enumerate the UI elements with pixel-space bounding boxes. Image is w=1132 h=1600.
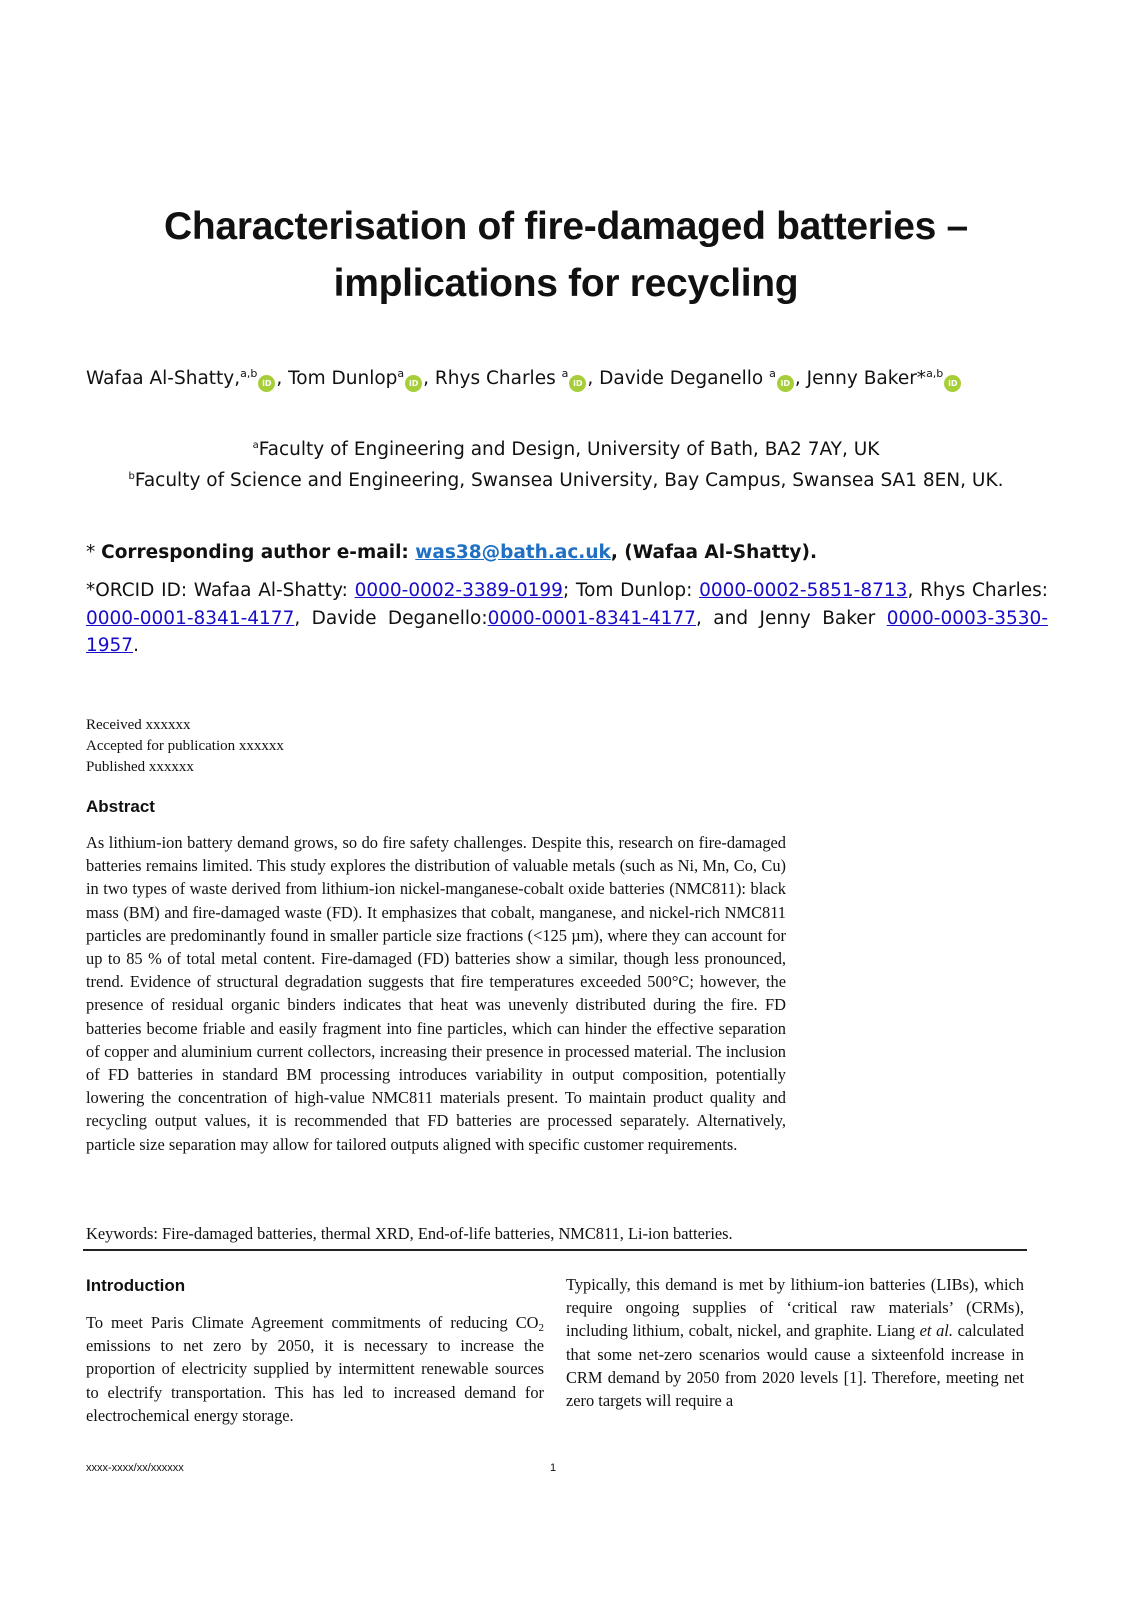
orcid-icon[interactable]: iD [258,375,275,392]
orcid-text: ; Tom Dunlop: [562,580,700,601]
orcid-text: , Rhys Charles: [907,580,1048,601]
page-number: 1 [550,1462,557,1474]
affiliation-mark: b [128,471,135,482]
orcid-icon[interactable]: iD [569,375,586,392]
subscript: 2 [538,1322,544,1334]
orcid-icon[interactable]: iD [944,375,961,392]
received-date: Received xxxxxx [86,717,191,733]
affiliations [0,432,1132,494]
orcid-link-deganello[interactable]: 0000-0001-8341-4177 [487,607,696,629]
author-list [86,367,1086,392]
intro-text: calculated that some net-zero scenarios would cause a sixteenfold increase in CRM demand by 2050 from 2020 levels [1]. Therefore, meeting net zero targets will require a [566,1321,1024,1411]
orcid-link-al-shatty[interactable]: 0000-0002-3389-0199 [354,580,563,601]
orcid-icon[interactable]: iD [405,375,422,392]
author-affiliation-mark: a [397,367,405,380]
orcid-text: , and Jenny Baker [695,607,887,629]
publication-dates [86,715,284,778]
intro-text: To meet Paris Climate Agreement commitments of reducing CO [86,1313,539,1332]
introduction-heading: Introduction [86,1276,186,1295]
author-name: , Davide Deganello [587,368,764,389]
affiliation-text: Faculty of Science and Engineering, Swansea University, Bay Campus, Swansea SA1 8EN, UK. [134,470,1004,491]
footer-doi: xxxx-xxxx/xx/xxxxxx [86,1462,184,1474]
title-line-2: implications for recycling [333,262,799,305]
section-divider [83,1249,1027,1251]
title-line-1: Characterisation of fire-damaged batteries – [164,205,968,248]
author-affiliation-mark: a [561,367,569,380]
paper-title [0,198,1132,312]
orcid-text: , Davide Deganello: [294,607,488,629]
corr-email-link[interactable]: was38@bath.ac.uk [415,542,611,563]
corr-label: Corresponding author e-mail: [101,542,416,563]
orcid-text: . [133,635,139,656]
author-name: , Rhys Charles [423,368,556,389]
affiliation-mark: a [252,440,259,451]
keywords: Keywords: Fire-damaged batteries, thermal XRD, End-of-life batteries, NMC811, Li-ion batteries. [86,1224,733,1243]
orcid-text: *ORCID ID: Wafaa Al-Shatty: [86,580,355,601]
intro-text: Typically, this demand is met by lithium-ion batteries (LIBs), which require ongoing supplies of ‘critical raw materials’ (CRMs), including lithium, cobalt, nickel, and graphite. Liang [566,1275,1024,1341]
orcid-icon[interactable]: iD [777,375,794,392]
affiliation-text: Faculty of Engineering and Design, University of Bath, BA2 7AY, UK [258,439,880,460]
orcid-link-baker[interactable]: 0000-0003-3530-1957 [86,607,1048,656]
author-name: Wafaa Al-Shatty, [86,368,241,389]
author-affiliation-mark: a [769,367,776,380]
corresponding-author [86,542,817,563]
author-affiliation-mark: a,b [240,367,258,380]
author-affiliation-mark: a,b [926,367,944,380]
accepted-date: Accepted for publication xxxxxx [86,738,284,754]
author-name: , Tom Dunlop [276,368,398,389]
corr-suffix: , (Wafaa Al-Shatty). [610,542,817,563]
corr-prefix: * [86,542,102,563]
introduction-column-right [566,1273,1024,1412]
published-date: Published xxxxxx [86,759,194,775]
orcid-link-dunlop[interactable]: 0000-0002-5851-8713 [699,580,908,601]
affiliation-b [0,463,1132,494]
abstract-heading: Abstract [86,797,155,816]
intro-emphasis: et al. [919,1321,953,1341]
author-name: , Jenny Baker* [794,368,927,389]
abstract-text: As lithium-ion battery demand grows, so do fire safety challenges. Despite this, research on fire-damaged batteries remains limited. This study explores the distribution of valuable metals (such as Ni, Mn, Co, Cu) in two types of waste derived from lithium-ion nickel-manganese-cobalt oxide batteries (NMC811): black mass (BM) and fire-damaged waste (FD). It emphasizes that cobalt, manganese, and nickel-rich NMC811 particles are predominantly found in smaller particle size fractions (<125 µm), where they can account for up to 85 % of total metal content. Fire-damaged (FD) batteries show a similar, though less pronounced, trend. Evidence of structural degradation suggests that fire temperatures exceeded 500°C; however, the presence of residual organic binders indicates that heat was unevenly distributed during the fire. FD batteries become friable and easily fragment into fine particles, which can hinder the effective separation of copper and aluminium current collectors, increasing their presence in processed material. The inclusion of FD batteries in standard BM processing introduces variability in output composition, potentially lowering the concentration of high-value NMC811 materials present. To maintain product quality and recycling output values, it is recommended that FD batteries are processed separately. Alternatively, particle size separation may allow for tailored outputs aligned with specific customer requirements. [86,833,786,1154]
intro-text: emissions to net zero by 2050, it is necessary to increase the proportion of electricity supplied by intermittent renewable sources to electrify transportation. This has led to increased demand for electrochemical energy storage. [86,1336,544,1425]
affiliation-a [0,432,1132,463]
orcid-id-list [86,577,1048,660]
introduction-column-left [86,1311,544,1427]
orcid-link-charles[interactable]: 0000-0001-8341-4177 [86,607,295,629]
